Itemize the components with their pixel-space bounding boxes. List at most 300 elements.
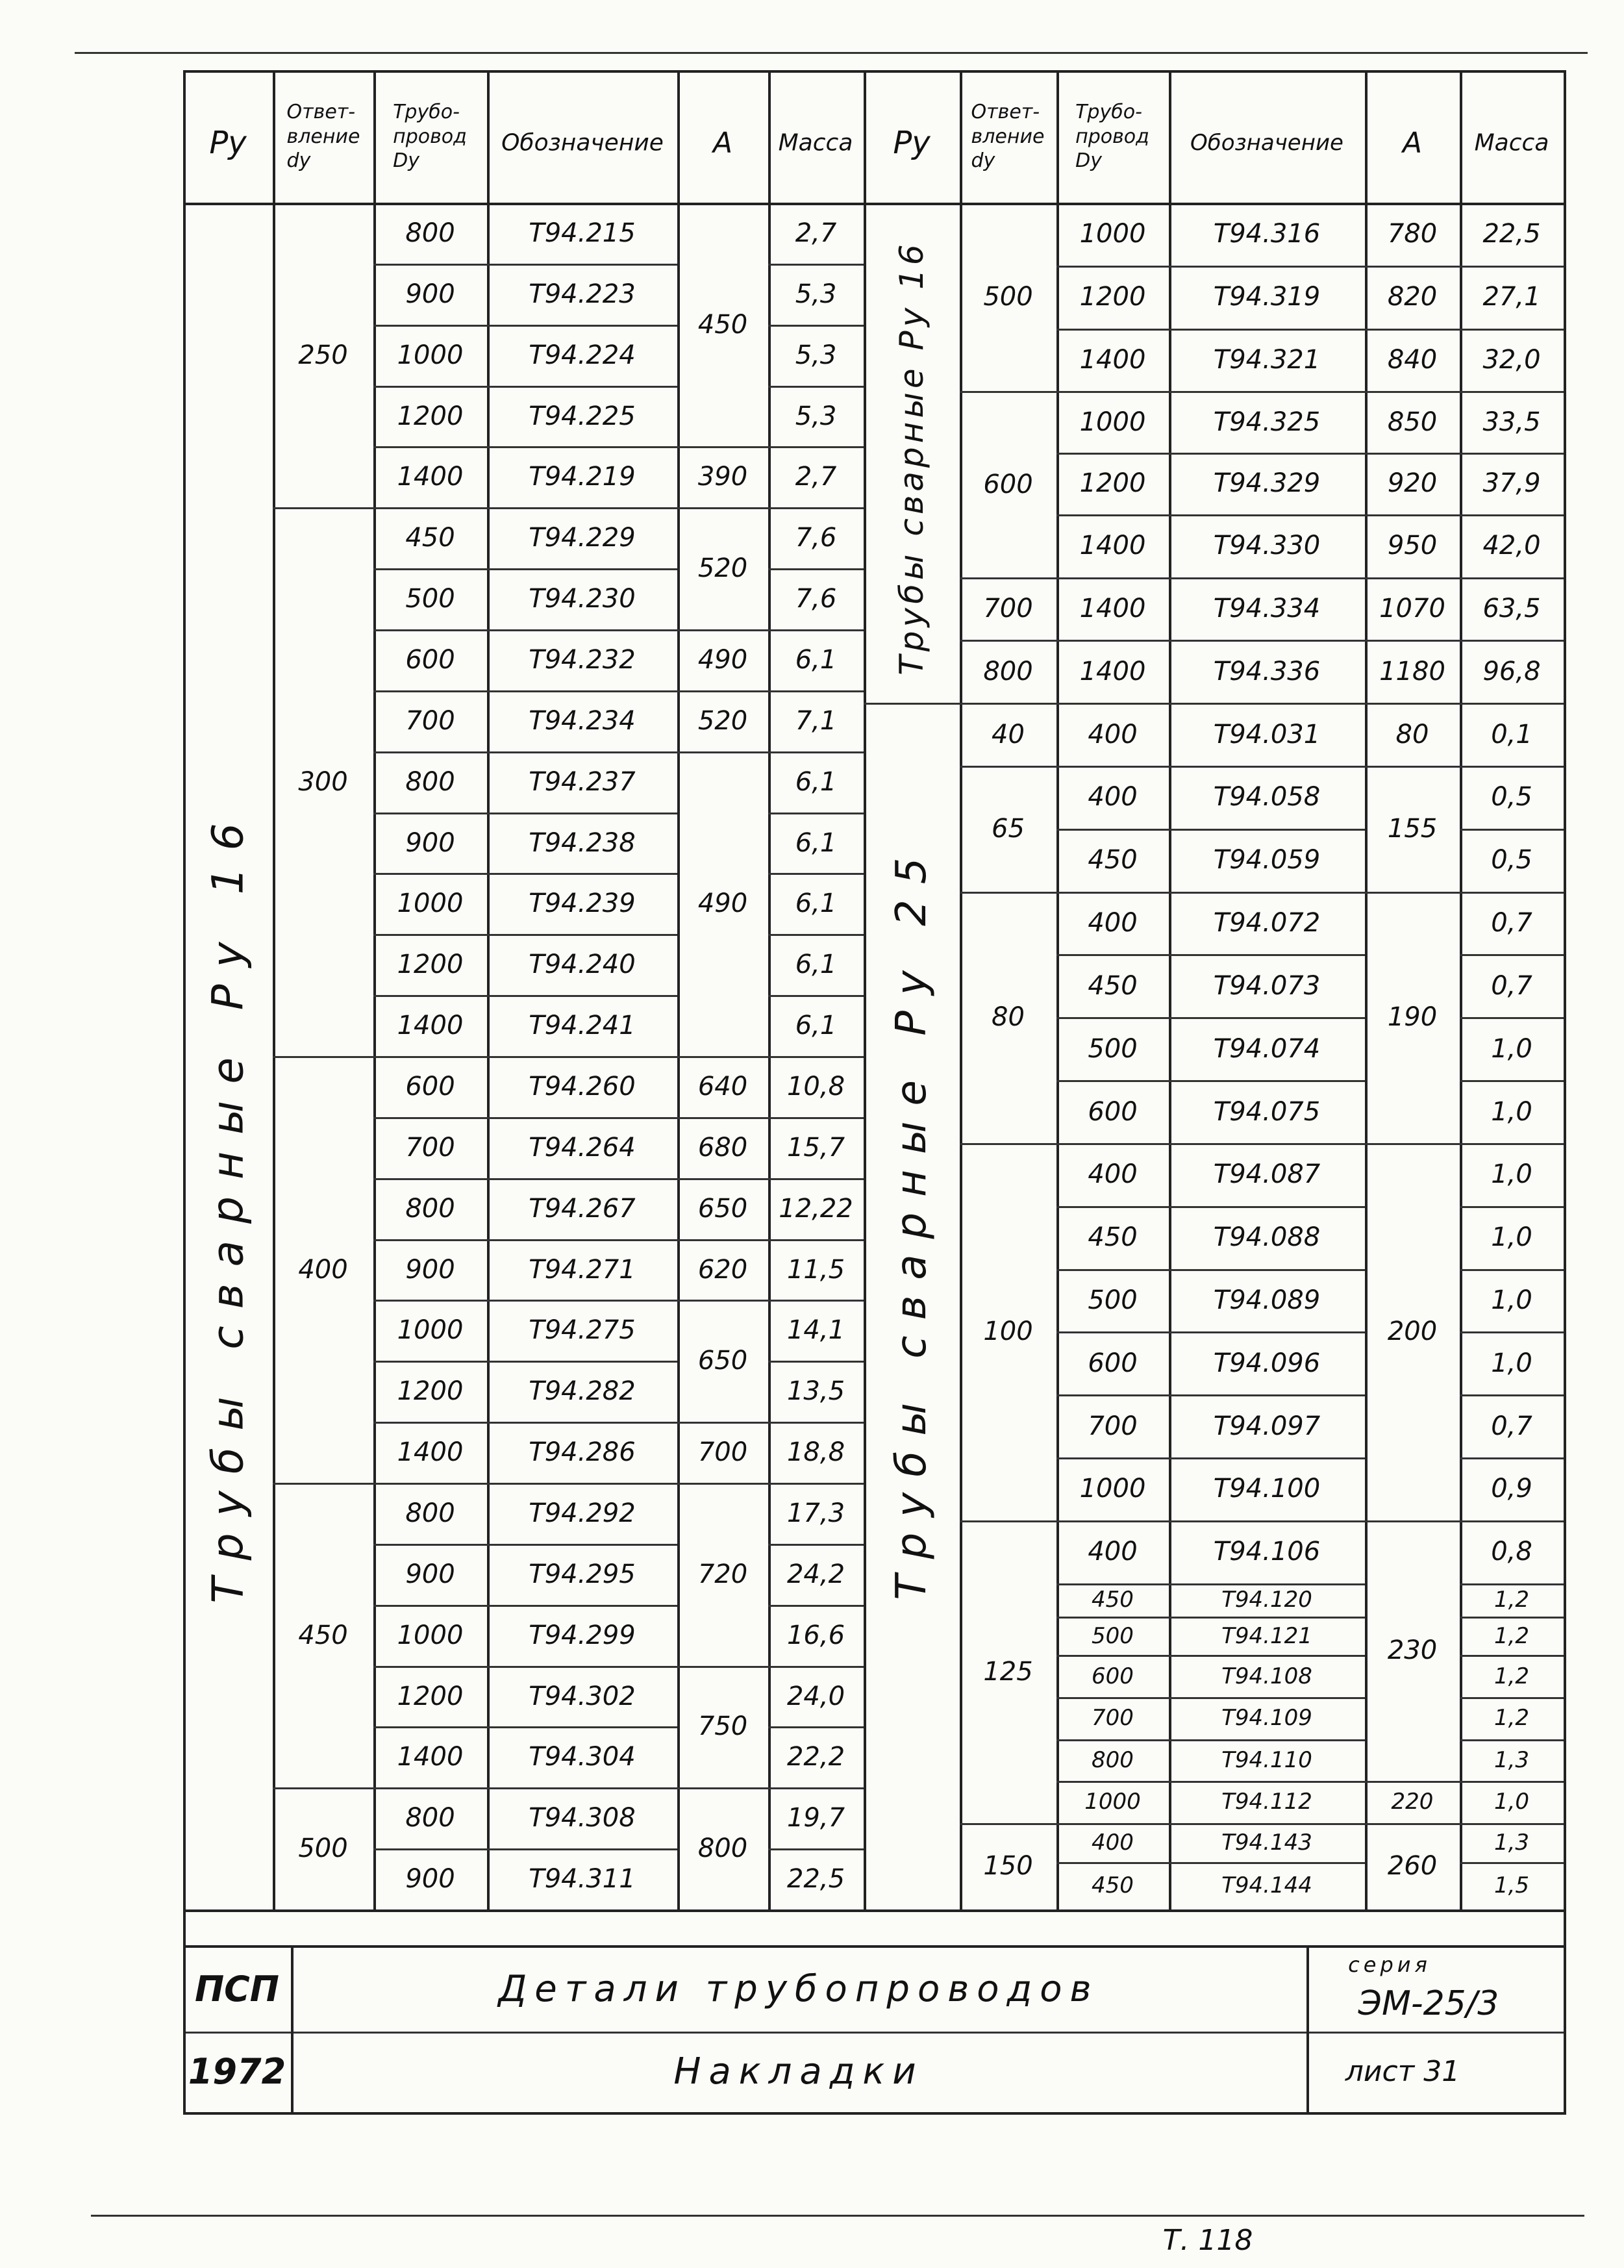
- designation-cell: Т94.109: [1221, 1705, 1312, 1732]
- group-line: [1365, 1823, 1460, 1825]
- row-line: [487, 1848, 677, 1850]
- dimension-a-cell: 950: [1387, 531, 1438, 561]
- row-line: [1056, 1017, 1169, 1019]
- pipe-dy-cell: 400: [1088, 1537, 1138, 1567]
- designation-cell: Т94.240: [529, 950, 636, 980]
- row-line: [1056, 1781, 1169, 1783]
- row-line: [768, 386, 864, 388]
- row-line: [1056, 577, 1169, 579]
- mass-cell: 0,7: [1491, 1411, 1532, 1441]
- row-line: [487, 1178, 677, 1180]
- row-line: [768, 1117, 864, 1119]
- pipe-dy-cell: 500: [1092, 1622, 1134, 1649]
- row-line: [1056, 391, 1169, 393]
- col-line-l4: [677, 70, 680, 1909]
- mass-cell: 16,6: [786, 1620, 845, 1650]
- row-line: [768, 1605, 864, 1607]
- hdr-right-designation: Обозначение: [1190, 129, 1343, 156]
- row-line: [373, 568, 487, 570]
- pipe-dy-cell: 700: [405, 1132, 455, 1163]
- mass-cell: 6,1: [795, 1011, 837, 1041]
- row-line: [1460, 1017, 1564, 1019]
- col-line-r3: [1169, 70, 1171, 1909]
- row-line: [1460, 1520, 1564, 1522]
- row-line: [1056, 1143, 1169, 1145]
- row-line: [487, 325, 677, 327]
- row-line: [1169, 1017, 1365, 1019]
- row-line: [1169, 1520, 1365, 1522]
- pipe-dy-cell: 1400: [1079, 531, 1146, 561]
- pipe-dy-cell: 1400: [1079, 656, 1146, 687]
- row-line: [487, 1361, 677, 1363]
- branch-dy-cell: 80: [992, 1002, 1025, 1033]
- row-line: [1169, 1206, 1365, 1208]
- dimension-a-cell: 620: [697, 1254, 748, 1285]
- designation-cell: Т94.238: [529, 827, 636, 858]
- header-bottom-line: [183, 203, 1566, 205]
- designation-cell: Т94.237: [529, 766, 636, 797]
- row-line: [1169, 640, 1365, 642]
- row-line: [487, 813, 677, 814]
- pipe-dy-cell: 1000: [1079, 1474, 1146, 1504]
- pipe-dy-cell: 1200: [397, 950, 464, 980]
- pipe-dy-cell: 400: [1088, 719, 1138, 750]
- mass-cell: 0,9: [1491, 1474, 1532, 1504]
- pipe-dy-cell: 1000: [1079, 219, 1146, 249]
- mass-cell: 1,3: [1493, 1746, 1530, 1773]
- pipe-dy-cell: 500: [1088, 1285, 1138, 1315]
- row-line: [1056, 1331, 1169, 1333]
- mass-cell: 24,0: [786, 1681, 845, 1711]
- row-line: [373, 1361, 487, 1363]
- row-line: [768, 629, 864, 631]
- group-line: [677, 629, 768, 631]
- row-line: [1056, 1269, 1169, 1271]
- designation-cell: Т94.229: [529, 523, 636, 553]
- dimension-a-cell: 750: [697, 1711, 748, 1742]
- row-line: [487, 568, 677, 570]
- page-footer: Т. 118: [1162, 2224, 1253, 2257]
- row-line: [1460, 1269, 1564, 1271]
- mass-cell: 1,0: [1491, 1222, 1532, 1253]
- pipe-dy-cell: 900: [405, 827, 455, 858]
- col-line-mid: [864, 70, 866, 1909]
- pipe-dy-cell: 800: [1092, 1746, 1134, 1773]
- row-line: [487, 1056, 677, 1058]
- row-line: [373, 1544, 487, 1546]
- frame-bottom: [183, 2112, 1566, 2115]
- row-line: [1169, 703, 1365, 705]
- designation-cell: Т94.120: [1221, 1587, 1312, 1613]
- designation-cell: Т94.088: [1213, 1222, 1321, 1253]
- row-line: [1460, 640, 1564, 642]
- designation-cell: Т94.330: [1213, 531, 1321, 561]
- row-line: [1056, 1655, 1169, 1657]
- mass-cell: 1,5: [1493, 1872, 1530, 1899]
- row-line: [487, 507, 677, 509]
- designation-cell: Т94.087: [1213, 1159, 1321, 1190]
- row-line: [1056, 1457, 1169, 1459]
- branch-dy-cell: 800: [983, 656, 1033, 687]
- row-line: [373, 325, 487, 327]
- row-line: [1169, 1143, 1365, 1145]
- hdr-left-pipe: Трубо- провод Dy: [393, 100, 467, 172]
- group-line: [960, 391, 1056, 393]
- series-code: ЭМ-25/3: [1358, 1984, 1499, 2023]
- row-line: [373, 1848, 487, 1850]
- row-line: [768, 1178, 864, 1180]
- designation-cell: Т94.264: [529, 1132, 636, 1163]
- hdr-right-pipe: Трубо- провод Dy: [1075, 100, 1149, 172]
- row-line: [373, 446, 487, 448]
- group-line: [677, 1117, 768, 1119]
- dimension-a-cell: 720: [697, 1559, 748, 1589]
- row-line: [1460, 453, 1564, 455]
- group-line: [677, 1056, 768, 1058]
- designation-cell: Т94.260: [529, 1071, 636, 1102]
- pipe-dy-cell: 1200: [1079, 282, 1146, 312]
- row-line: [1056, 514, 1169, 516]
- designation-cell: Т94.336: [1213, 656, 1321, 687]
- group-line: [960, 703, 1056, 705]
- row-line: [768, 751, 864, 753]
- row-line: [373, 1422, 487, 1424]
- mass-cell: 22,5: [786, 1864, 845, 1895]
- designation-cell: Т94.292: [529, 1498, 636, 1528]
- pipe-dy-cell: 1000: [397, 1315, 464, 1346]
- row-line: [1169, 514, 1365, 516]
- col-line-r1: [960, 70, 962, 1909]
- designation-cell: Т94.096: [1213, 1348, 1321, 1378]
- group-line: [273, 507, 373, 509]
- row-line: [1169, 1080, 1365, 1082]
- dimension-a-cell: 680: [697, 1132, 748, 1163]
- pipe-dy-cell: 700: [1092, 1705, 1134, 1732]
- designation-cell: Т94.282: [529, 1376, 636, 1407]
- drawing-subtitle: Накладки: [673, 2050, 924, 2093]
- row-line: [1460, 1862, 1564, 1864]
- dimension-a-cell: 190: [1387, 1002, 1438, 1033]
- designation-cell: Т94.059: [1213, 845, 1321, 876]
- pipe-dy-cell: 450: [1088, 970, 1138, 1001]
- group-line: [273, 1056, 373, 1058]
- designation-cell: Т94.334: [1213, 593, 1321, 624]
- pipe-dy-cell: 900: [405, 1864, 455, 1895]
- designation-cell: Т94.110: [1221, 1746, 1312, 1773]
- pipe-dy-cell: 1400: [397, 1437, 464, 1468]
- row-line: [1365, 703, 1460, 705]
- designation-cell: Т94.075: [1213, 1096, 1321, 1127]
- designation-cell: Т94.311: [529, 1864, 636, 1895]
- row-line: [487, 264, 677, 266]
- row-line: [1365, 514, 1460, 516]
- mass-cell: 7,6: [795, 584, 837, 614]
- designation-cell: Т94.219: [529, 462, 636, 492]
- row-line: [1169, 1697, 1365, 1699]
- row-line: [1169, 766, 1365, 768]
- branch-dy-cell: 250: [298, 340, 348, 370]
- mass-cell: 0,1: [1491, 719, 1532, 750]
- row-line: [768, 813, 864, 814]
- row-line: [1460, 577, 1564, 579]
- row-line: [487, 1483, 677, 1485]
- dimension-a-cell: 200: [1387, 1317, 1438, 1347]
- row-line: [768, 1056, 864, 1058]
- row-line: [487, 1117, 677, 1119]
- mass-cell: 22,5: [1482, 219, 1541, 249]
- group-line: [677, 690, 768, 692]
- row-line: [487, 995, 677, 997]
- row-line: [1460, 391, 1564, 393]
- hdr-right-branch: Ответ- вление dy: [971, 100, 1045, 172]
- pipe-dy-cell: 1200: [1079, 468, 1146, 499]
- pipe-dy-cell: 1000: [1079, 407, 1146, 437]
- designation-cell: Т94.316: [1213, 219, 1321, 249]
- row-line: [1460, 1617, 1564, 1619]
- dimension-a-cell: 1070: [1379, 593, 1445, 624]
- right-group-1-label: Трубы сварные Ру 16: [893, 240, 931, 675]
- row-line: [768, 1544, 864, 1546]
- row-line: [373, 507, 487, 509]
- row-line: [1056, 453, 1169, 455]
- pipe-dy-cell: 1200: [397, 401, 464, 431]
- mass-cell: 11,5: [786, 1254, 845, 1285]
- row-line: [768, 507, 864, 509]
- pipe-dy-cell: 600: [1092, 1663, 1134, 1689]
- mass-cell: 1,2: [1493, 1705, 1530, 1732]
- mass-cell: 5,3: [795, 401, 837, 431]
- hdr-right-py: Py: [893, 125, 931, 161]
- row-line: [768, 690, 864, 692]
- dimension-a-cell: 490: [697, 644, 748, 675]
- row-line: [1365, 391, 1460, 393]
- frame-left: [183, 70, 186, 2115]
- group-line: [960, 640, 1056, 642]
- dimension-a-cell: 700: [697, 1437, 748, 1468]
- titleblock-top-line: [183, 1945, 1566, 1948]
- hdr-left-mass: Масса: [778, 129, 853, 157]
- row-line: [1365, 1781, 1460, 1783]
- row-line: [373, 690, 487, 692]
- row-line: [487, 1422, 677, 1424]
- mass-cell: 1,2: [1493, 1622, 1530, 1649]
- mass-cell: 6,1: [795, 644, 837, 675]
- pipe-dy-cell: 450: [1088, 1222, 1138, 1253]
- row-line: [1056, 1394, 1169, 1396]
- mass-cell: 17,3: [786, 1498, 845, 1528]
- pipe-dy-cell: 450: [1092, 1587, 1134, 1613]
- mass-cell: 63,5: [1482, 593, 1541, 624]
- dimension-a-cell: 1180: [1379, 656, 1445, 687]
- designation-cell: Т94.121: [1221, 1622, 1312, 1649]
- pipe-dy-cell: 1200: [397, 1681, 464, 1711]
- row-line: [1460, 1143, 1564, 1145]
- mass-cell: 1,0: [1491, 1348, 1532, 1378]
- mass-cell: 1,2: [1493, 1587, 1530, 1613]
- drawing-title: Детали трубопроводов: [498, 1968, 1099, 2010]
- designation-cell: Т94.074: [1213, 1033, 1321, 1064]
- row-line: [1056, 1823, 1169, 1825]
- pipe-dy-cell: 1400: [397, 462, 464, 492]
- row-line: [768, 1422, 864, 1424]
- designation-cell: Т94.325: [1213, 407, 1321, 437]
- designation-cell: Т94.073: [1213, 970, 1321, 1001]
- row-line: [373, 1178, 487, 1180]
- col-line-l3: [487, 70, 490, 1909]
- branch-dy-cell: 600: [983, 469, 1033, 499]
- mass-cell: 1,3: [1493, 1829, 1530, 1856]
- pipe-dy-cell: 450: [405, 523, 455, 553]
- mass-cell: 96,8: [1482, 656, 1541, 687]
- row-line: [487, 1666, 677, 1668]
- mass-cell: 1,0: [1493, 1789, 1530, 1815]
- pipe-dy-cell: 900: [405, 279, 455, 309]
- group-line: [677, 446, 768, 448]
- row-line: [1169, 1394, 1365, 1396]
- row-line: [373, 1787, 487, 1789]
- dimension-a-cell: 450: [697, 309, 748, 340]
- row-line: [1365, 453, 1460, 455]
- mass-cell: 7,1: [795, 705, 837, 736]
- designation-cell: Т94.319: [1213, 282, 1321, 312]
- row-line: [1169, 1862, 1365, 1864]
- pipe-dy-cell: 400: [1088, 908, 1138, 939]
- row-line: [1460, 1823, 1564, 1825]
- pipe-dy-cell: 1400: [1079, 345, 1146, 375]
- row-line: [768, 1726, 864, 1728]
- pipe-dy-cell: 900: [405, 1559, 455, 1589]
- dimension-a-cell: 650: [697, 1193, 748, 1224]
- row-line: [373, 873, 487, 875]
- group-line: [1365, 766, 1460, 768]
- col-line-r4: [1365, 70, 1368, 1909]
- dimension-a-cell: 650: [697, 1346, 748, 1376]
- group-line: [677, 1422, 768, 1424]
- row-line: [1365, 577, 1460, 579]
- col-line-r5: [1460, 70, 1462, 1909]
- designation-cell: Т94.299: [529, 1620, 636, 1650]
- row-line: [1169, 1583, 1365, 1585]
- row-line: [1169, 1655, 1365, 1657]
- hdr-right-a: A: [1402, 126, 1423, 160]
- designation-cell: Т94.230: [529, 584, 636, 614]
- group-line: [1365, 1143, 1460, 1145]
- row-line: [1460, 1739, 1564, 1741]
- row-line: [487, 751, 677, 753]
- mass-cell: 1,0: [1491, 1033, 1532, 1064]
- designation-cell: Т94.239: [529, 888, 636, 919]
- mass-cell: 5,3: [795, 340, 837, 370]
- series-label: серия: [1348, 1952, 1431, 1977]
- designation-cell: Т94.225: [529, 401, 636, 431]
- row-line: [1169, 829, 1365, 831]
- branch-dy-cell: 40: [992, 719, 1025, 750]
- row-line: [1056, 703, 1169, 705]
- row-line: [1056, 766, 1169, 768]
- mass-cell: 13,5: [786, 1376, 845, 1407]
- group-line: [1365, 892, 1460, 894]
- mass-cell: 37,9: [1482, 468, 1541, 499]
- mass-cell: 19,7: [786, 1803, 845, 1833]
- pipe-dy-cell: 400: [1088, 1159, 1138, 1190]
- designation-cell: Т94.089: [1213, 1285, 1321, 1315]
- hdr-left-a: A: [712, 126, 733, 160]
- row-line: [1460, 266, 1564, 268]
- mass-cell: 12,22: [779, 1193, 853, 1224]
- row-line: [768, 1300, 864, 1302]
- mass-cell: 33,5: [1482, 407, 1541, 437]
- dimension-a-cell: 820: [1387, 282, 1438, 312]
- left-group-label: Трубы сварные Ру 16: [203, 806, 253, 1604]
- row-line: [768, 264, 864, 266]
- row-line: [1056, 892, 1169, 894]
- row-line: [768, 995, 864, 997]
- mass-cell: 0,7: [1491, 970, 1532, 1001]
- row-line: [373, 1300, 487, 1302]
- table-bottom-line: [183, 1909, 1566, 1912]
- frame-top: [183, 70, 1566, 73]
- row-line: [373, 934, 487, 936]
- dimension-a-cell: 490: [697, 888, 748, 919]
- row-line: [1460, 766, 1564, 768]
- group-line: [677, 1787, 768, 1789]
- pipe-dy-cell: 1400: [1079, 593, 1146, 624]
- row-line: [768, 1848, 864, 1850]
- mass-cell: 0,5: [1491, 782, 1532, 813]
- branch-dy-cell: 65: [992, 813, 1025, 844]
- dimension-a-cell: 390: [697, 462, 748, 492]
- row-line: [487, 629, 677, 631]
- row-line: [373, 813, 487, 814]
- row-line: [1056, 829, 1169, 831]
- row-line: [1460, 1206, 1564, 1208]
- row-line: [1056, 1617, 1169, 1619]
- designation-cell: Т94.072: [1213, 908, 1321, 939]
- pipe-dy-cell: 800: [405, 766, 455, 797]
- row-line: [1056, 329, 1169, 331]
- row-line: [768, 1239, 864, 1241]
- row-line: [1460, 829, 1564, 831]
- designation-cell: Т94.241: [529, 1011, 636, 1041]
- row-line: [1460, 1080, 1564, 1082]
- designation-cell: Т94.031: [1213, 719, 1321, 750]
- mass-cell: 27,1: [1482, 282, 1541, 312]
- hdr-left-branch: Ответ- вление dy: [286, 100, 360, 172]
- row-line: [373, 264, 487, 266]
- sheet-number: лист 31: [1345, 2055, 1460, 2088]
- row-line: [1460, 1457, 1564, 1459]
- row-line: [1056, 1520, 1169, 1522]
- row-line: [768, 1787, 864, 1789]
- hdr-right-mass: Масса: [1474, 129, 1549, 157]
- designation-cell: Т94.321: [1213, 345, 1321, 375]
- mass-cell: 2,7: [795, 462, 837, 492]
- mass-cell: 1,0: [1491, 1159, 1532, 1190]
- row-line: [1460, 954, 1564, 956]
- dimension-a-cell: 840: [1387, 345, 1438, 375]
- pipe-dy-cell: 400: [1088, 782, 1138, 813]
- hdr-left-py: Py: [209, 125, 247, 161]
- row-line: [1056, 1583, 1169, 1585]
- branch-dy-cell: 100: [983, 1317, 1033, 1347]
- designation-cell: Т94.112: [1221, 1789, 1312, 1815]
- row-line: [1460, 1331, 1564, 1333]
- row-line: [373, 386, 487, 388]
- pipe-dy-cell: 600: [405, 1071, 455, 1102]
- pipe-dy-cell: 600: [1088, 1348, 1138, 1378]
- pipe-dy-cell: 700: [1088, 1411, 1138, 1441]
- group-line: [960, 577, 1056, 579]
